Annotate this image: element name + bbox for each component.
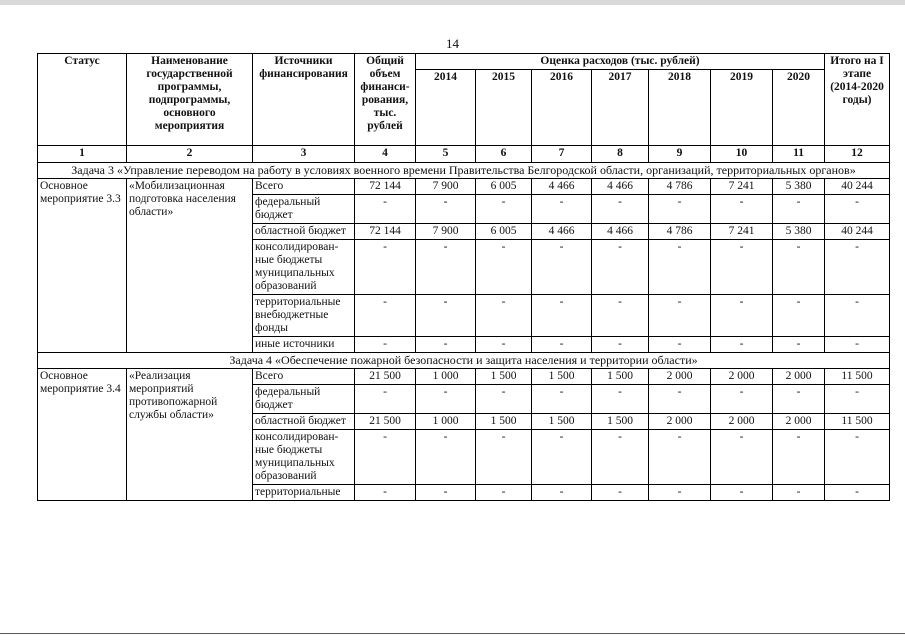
funding-source: федеральный бюджет [253, 195, 355, 224]
scan-bottom-edge [0, 633, 905, 634]
year-value: - [592, 485, 649, 501]
year-value: - [416, 485, 476, 501]
column-number-row [38, 146, 890, 163]
year-value: - [476, 385, 532, 414]
header-sources: Источники финансирования [253, 54, 355, 146]
year-value: 4 786 [649, 179, 711, 195]
stage-total-value: 40 244 [825, 224, 890, 240]
year-value: - [532, 385, 592, 414]
year-value: - [773, 430, 825, 485]
year-value: - [649, 337, 711, 353]
column-number: 12 [825, 146, 890, 163]
year-value: - [532, 430, 592, 485]
activity-status: Основное мероприятие 3.3 [38, 179, 127, 353]
year-value: - [773, 337, 825, 353]
task-row [38, 163, 890, 179]
stage-total-value: - [825, 240, 890, 295]
funding-source: областной бюджет [253, 224, 355, 240]
funding-source: федеральный бюджет [253, 385, 355, 414]
total-value: 72 144 [355, 179, 416, 195]
total-value: - [355, 295, 416, 337]
stage-total-value: 11 500 [825, 369, 890, 385]
column-number: 11 [773, 146, 825, 163]
task-row [38, 353, 890, 369]
year-value: - [592, 295, 649, 337]
header-year: 2014 [416, 70, 476, 146]
year-value: 1 500 [476, 414, 532, 430]
year-value: - [592, 385, 649, 414]
header-year: 2015 [476, 70, 532, 146]
stage-total-value: - [825, 295, 890, 337]
year-value: - [476, 485, 532, 501]
column-number: 5 [416, 146, 476, 163]
stage-total-value: 40 244 [825, 179, 890, 195]
table-row [38, 369, 890, 385]
total-value: - [355, 337, 416, 353]
year-value: 2 000 [773, 369, 825, 385]
year-value: 1 500 [476, 369, 532, 385]
total-value: - [355, 240, 416, 295]
stage-total-value: - [825, 485, 890, 501]
table-row [38, 179, 890, 195]
column-number: 2 [127, 146, 253, 163]
year-value: 7 900 [416, 179, 476, 195]
year-value: - [532, 295, 592, 337]
header-year: 2016 [532, 70, 592, 146]
column-number: 6 [476, 146, 532, 163]
year-value: 1 500 [532, 369, 592, 385]
stage-total-value: - [825, 195, 890, 224]
year-value: - [592, 195, 649, 224]
year-value: 7 241 [711, 224, 773, 240]
year-value: 6 005 [476, 179, 532, 195]
header-estimate: Оценка расходов (тыс. рублей) [416, 54, 825, 70]
funding-source: территориальные [253, 485, 355, 501]
year-value: - [592, 430, 649, 485]
total-value: - [355, 385, 416, 414]
task-title: Задача 4 «Обеспечение пожарной безопасности и защита населения и территории области» [38, 353, 890, 369]
year-value: - [532, 240, 592, 295]
year-value: 2 000 [711, 369, 773, 385]
total-value: - [355, 430, 416, 485]
year-value: - [416, 195, 476, 224]
year-value: 4 786 [649, 224, 711, 240]
total-value: - [355, 485, 416, 501]
header-year: 2018 [649, 70, 711, 146]
column-number: 4 [355, 146, 416, 163]
year-value: - [773, 485, 825, 501]
funding-source: иные источники [253, 337, 355, 353]
year-value: - [711, 240, 773, 295]
year-value: 1 000 [416, 369, 476, 385]
year-value: 4 466 [592, 179, 649, 195]
year-value: - [711, 430, 773, 485]
year-value: - [649, 195, 711, 224]
year-value: - [649, 430, 711, 485]
year-value: 7 900 [416, 224, 476, 240]
year-value: - [476, 430, 532, 485]
year-value: - [416, 337, 476, 353]
year-value: 5 380 [773, 179, 825, 195]
year-value: 1 500 [532, 414, 592, 430]
activity-status: Основное мероприятие 3.4 [38, 369, 127, 501]
activity-name: «Мобилизационная подготовка населения области» [127, 179, 253, 353]
year-value: - [773, 195, 825, 224]
total-value: - [355, 195, 416, 224]
header-year: 2017 [592, 70, 649, 146]
year-value: - [711, 337, 773, 353]
year-value: - [532, 195, 592, 224]
funding-source: консолидирован-ные бюджеты муниципальных образований [253, 430, 355, 485]
header-year: 2020 [773, 70, 825, 146]
column-number: 8 [592, 146, 649, 163]
funding-source: территориальные внебюджетные фонды [253, 295, 355, 337]
year-value: 2 000 [773, 414, 825, 430]
total-value: 21 500 [355, 414, 416, 430]
year-value: - [711, 295, 773, 337]
header-stage-total: Итого на I этапе (2014-2020 годы) [825, 54, 890, 146]
header-status: Статус [38, 54, 127, 146]
activity-name: «Реализация мероприятий противопожарной службы области» [127, 369, 253, 501]
year-value: - [711, 195, 773, 224]
stage-total-value: - [825, 430, 890, 485]
year-value: - [773, 385, 825, 414]
column-number: 10 [711, 146, 773, 163]
year-value: - [532, 485, 592, 501]
year-value: - [532, 337, 592, 353]
funding-source: Всего [253, 179, 355, 195]
year-value: - [773, 295, 825, 337]
year-value: - [416, 240, 476, 295]
column-number: 7 [532, 146, 592, 163]
year-value: - [476, 195, 532, 224]
header-year: 2019 [711, 70, 773, 146]
column-number: 1 [38, 146, 127, 163]
year-value: 2 000 [649, 414, 711, 430]
budget-table [37, 53, 890, 501]
year-value: 5 380 [773, 224, 825, 240]
year-value: - [649, 385, 711, 414]
year-value: - [416, 430, 476, 485]
year-value: - [592, 337, 649, 353]
year-value: 1 000 [416, 414, 476, 430]
year-value: 1 500 [592, 414, 649, 430]
year-value: - [649, 240, 711, 295]
column-number: 3 [253, 146, 355, 163]
year-value: 4 466 [592, 224, 649, 240]
funding-source: областной бюджет [253, 414, 355, 430]
year-value: 1 500 [592, 369, 649, 385]
stage-total-value: 11 500 [825, 414, 890, 430]
funding-source: консолидирован-ные бюджеты муниципальных образований [253, 240, 355, 295]
header-total: Общий объем финанси-рования, тыс. рублей [355, 54, 416, 146]
year-value: 2 000 [711, 414, 773, 430]
year-value: - [416, 385, 476, 414]
year-value: 4 466 [532, 224, 592, 240]
header-row-1 [38, 54, 890, 70]
stage-total-value: - [825, 385, 890, 414]
total-value: 21 500 [355, 369, 416, 385]
stage-total-value: - [825, 337, 890, 353]
year-value: - [649, 485, 711, 501]
year-value: - [476, 295, 532, 337]
year-value: - [711, 485, 773, 501]
year-value: - [476, 240, 532, 295]
year-value: - [711, 385, 773, 414]
year-value: 7 241 [711, 179, 773, 195]
year-value: - [649, 295, 711, 337]
year-value: 2 000 [649, 369, 711, 385]
scan-top-edge [0, 0, 905, 5]
year-value: - [773, 240, 825, 295]
total-value: 72 144 [355, 224, 416, 240]
header-name: Наименование государственной программы, подпрограммы, основного мероприятия [127, 54, 253, 146]
year-value: - [592, 240, 649, 295]
year-value: 6 005 [476, 224, 532, 240]
task-title: Задача 3 «Управление переводом на работу в условиях военного времени Правительства Белгородской области, организаций, территориальных органов» [38, 163, 890, 179]
year-value: 4 466 [532, 179, 592, 195]
page-number: 14 [446, 36, 459, 51]
funding-source: Всего [253, 369, 355, 385]
year-value: - [416, 295, 476, 337]
year-value: - [476, 337, 532, 353]
column-number: 9 [649, 146, 711, 163]
